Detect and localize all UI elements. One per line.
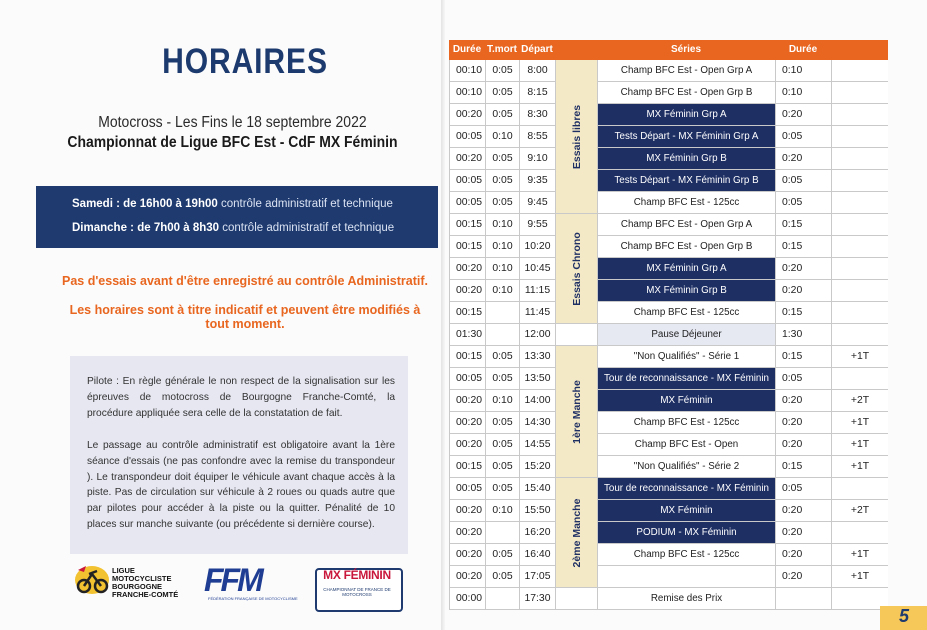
- section-label-text: Essais Chrono: [570, 231, 583, 306]
- table-cell-extra: [831, 324, 888, 346]
- event-subtitle: Motocross - Les Fins le 18 septembre 2022: [98, 114, 367, 131]
- table-cell-tmort: 0:05: [485, 82, 519, 104]
- section-label: [555, 214, 597, 324]
- table-cell-duree: 00:05: [449, 478, 485, 500]
- mx-logo-title: MX FÉMININ: [323, 568, 391, 582]
- table-cell-depart: 16:40: [519, 544, 555, 566]
- table-cell-duree: 00:15: [449, 302, 485, 324]
- table-cell-empty: [555, 324, 597, 346]
- table-cell-serie: MX Féminin Grp B: [597, 280, 775, 302]
- table-cell-serie: Tests Départ - MX Féminin Grp A: [597, 126, 775, 148]
- header-cell: [831, 40, 888, 60]
- table-cell-depart: 14:55: [519, 434, 555, 456]
- table-cell-duree2: 0:05: [775, 368, 831, 390]
- table-cell-tmort: 0:05: [485, 192, 519, 214]
- table-cell-duree: 00:20: [449, 412, 485, 434]
- table-cell-serie: Champ BFC Est - Open Grp B: [597, 82, 775, 104]
- table-cell-extra: +2T: [831, 500, 888, 522]
- header-cell: Départ: [519, 40, 555, 60]
- table-cell-serie: Champ BFC Est - 125cc: [597, 302, 775, 324]
- table-cell-depart: 15:40: [519, 478, 555, 500]
- table-cell-depart: 15:20: [519, 456, 555, 478]
- table-cell-depart: 13:30: [519, 346, 555, 368]
- table-cell-serie: MX Féminin Grp A: [597, 104, 775, 126]
- dimanche-label: Dimanche :: [72, 222, 134, 234]
- table-cell-extra: [831, 82, 888, 104]
- table-cell-tmort: [485, 302, 519, 324]
- table-cell-extra: +1T: [831, 346, 888, 368]
- table-cell-depart: 9:45: [519, 192, 555, 214]
- table-cell-extra: [831, 236, 888, 258]
- table-cell-duree: 00:05: [449, 192, 485, 214]
- table-cell-tmort: 0:05: [485, 170, 519, 192]
- championship-subtitle: Championnat de Ligue BFC Est - CdF MX Féminin: [67, 134, 398, 151]
- table-cell-serie: Champ BFC Est - Open Grp A: [597, 214, 775, 236]
- table-cell-serie: Champ BFC Est - 125cc: [597, 544, 775, 566]
- table-cell-duree2: [775, 588, 831, 610]
- table-cell-duree2: 0:20: [775, 258, 831, 280]
- table-cell-depart: 8:15: [519, 82, 555, 104]
- page-title: HORAIRES: [162, 42, 328, 81]
- table-cell-tmort: 0:10: [485, 500, 519, 522]
- header-cell: Durée: [775, 40, 831, 60]
- table-cell-serie: Tour de reconnaissance - MX Féminin: [597, 368, 775, 390]
- table-cell-duree2: 0:20: [775, 412, 831, 434]
- table-cell-duree2: 0:05: [775, 192, 831, 214]
- table-cell-serie: "Non Qualifiés" - Série 2: [597, 456, 775, 478]
- table-cell-tmort: 0:10: [485, 214, 519, 236]
- table-cell-duree: 00:20: [449, 544, 485, 566]
- table-cell-extra: +1T: [831, 434, 888, 456]
- table-cell-duree2: 1:30: [775, 324, 831, 346]
- table-cell-tmort: 0:05: [485, 456, 519, 478]
- table-cell-duree2: 0:20: [775, 500, 831, 522]
- table-cell-duree: 00:20: [449, 566, 485, 588]
- table-cell-extra: +1T: [831, 412, 888, 434]
- section-label: [555, 346, 597, 478]
- table-cell-tmort: 0:05: [485, 60, 519, 82]
- ffm-logo: [204, 562, 298, 612]
- page-fold: [441, 0, 445, 630]
- table-cell-tmort: [485, 522, 519, 544]
- table-cell-duree2: 0:20: [775, 522, 831, 544]
- table-cell-duree2: 0:05: [775, 170, 831, 192]
- table-cell-duree2: 0:10: [775, 60, 831, 82]
- table-cell-duree: 00:15: [449, 346, 485, 368]
- section-label-text: 2ème Manche: [570, 498, 583, 567]
- ffm-logo-text: FFM: [204, 562, 261, 598]
- warning-indicative: Les horaires sont à titre indicatif et peuvent être modifiés à tout moment.: [69, 303, 421, 331]
- table-cell-tmort: 0:05: [485, 412, 519, 434]
- table-cell-tmort: 0:10: [485, 280, 519, 302]
- header-cell: Séries: [597, 40, 775, 60]
- table-cell-duree2: 0:20: [775, 104, 831, 126]
- table-cell-tmort: 0:05: [485, 566, 519, 588]
- table-cell-depart: 8:30: [519, 104, 555, 126]
- table-cell-tmort: 0:05: [485, 478, 519, 500]
- dimanche-row: [72, 222, 394, 234]
- table-cell-duree: 00:20: [449, 148, 485, 170]
- table-cell-extra: [831, 368, 888, 390]
- table-cell-extra: [831, 60, 888, 82]
- table-cell-duree2: 0:05: [775, 126, 831, 148]
- dimanche-desc: contrôle administratif et technique: [222, 222, 395, 234]
- admin-schedule-box: [36, 186, 438, 248]
- table-cell-depart: 8:55: [519, 126, 555, 148]
- samedi-row: [72, 198, 393, 210]
- admin-control-text: Le passage au contrôle administratif est obligatoire avant la 1ère séance d'essais (ne pas confondre avec la remise du transpondeur ). Le transpondeur doit équiper le véhicule avant chaque accès à la piste. Pas de circulation sur véhicule à 2 roues ou quads autre que par pilotes pour accéder à la piste ou la quitter. Pénalité de 10 places sur manche suivante (ou précédente si dernière course).: [87, 440, 395, 530]
- table-cell-serie: [597, 566, 775, 588]
- table-cell-depart: 14:00: [519, 390, 555, 412]
- table-cell-duree2: 0:20: [775, 434, 831, 456]
- table-cell-extra: [831, 148, 888, 170]
- samedi-desc: contrôle administratif et technique: [220, 198, 393, 210]
- table-cell-serie: Champ BFC Est - 125cc: [597, 412, 775, 434]
- samedi-label: Samedi :: [72, 198, 120, 210]
- table-cell-duree2: 0:20: [775, 148, 831, 170]
- table-cell-duree: 00:20: [449, 390, 485, 412]
- table-cell-serie: Tour de reconnaissance - MX Féminin: [597, 478, 775, 500]
- table-cell-serie: MX Féminin Grp B: [597, 148, 775, 170]
- table-cell-duree2: 0:20: [775, 566, 831, 588]
- table-cell-extra: [831, 170, 888, 192]
- table-cell-depart: 10:20: [519, 236, 555, 258]
- table-cell-extra: +1T: [831, 544, 888, 566]
- table-cell-tmort: 0:05: [485, 434, 519, 456]
- table-cell-serie: "Non Qualifiés" - Série 1: [597, 346, 775, 368]
- left-page: [0, 0, 440, 630]
- pilot-info-box: [70, 356, 408, 554]
- page-number-tab: [880, 606, 927, 630]
- table-cell-duree: 00:00: [449, 588, 485, 610]
- table-cell-depart: 16:20: [519, 522, 555, 544]
- table-cell-extra: [831, 478, 888, 500]
- table-cell-depart: 11:15: [519, 280, 555, 302]
- pilot-rule-text: Pilote : En règle générale le non respect de la signalisation sur les épreuves de motocross de Bourgogne Franche-Comté, la procédure appliquée sera celle de la constatation de fait.: [87, 376, 395, 419]
- table-cell-serie: Remise des Prix: [597, 588, 775, 610]
- table-cell-duree2: 0:15: [775, 302, 831, 324]
- table-cell-tmort: 0:05: [485, 104, 519, 126]
- table-cell-serie: PODIUM - MX Féminin: [597, 522, 775, 544]
- table-cell-serie: Champ BFC Est - Open: [597, 434, 775, 456]
- table-cell-duree: 00:20: [449, 434, 485, 456]
- table-cell-duree: 00:20: [449, 280, 485, 302]
- page-number: 5: [898, 606, 909, 626]
- section-label-text: 1ère Manche: [570, 379, 583, 444]
- table-cell-depart: 11:45: [519, 302, 555, 324]
- ligue-logo-text: LIGUE MOTOCYCLISTE BOURGOGNE FRANCHE-COMTÉ: [112, 566, 179, 599]
- table-cell-depart: 15:50: [519, 500, 555, 522]
- table-cell-empty: [555, 588, 597, 610]
- table-cell-depart: 8:00: [519, 60, 555, 82]
- table-cell-duree: 00:15: [449, 214, 485, 236]
- samedi-time: de 16h00 à 19h00: [123, 198, 218, 210]
- table-cell-serie: Champ BFC Est - 125cc: [597, 192, 775, 214]
- table-cell-serie: Tests Départ - MX Féminin Grp B: [597, 170, 775, 192]
- table-cell-depart: 12:00: [519, 324, 555, 346]
- table-cell-extra: [831, 258, 888, 280]
- table-cell-extra: +2T: [831, 390, 888, 412]
- table-cell-serie: Champ BFC Est - Open Grp B: [597, 236, 775, 258]
- mx-feminin-logo: [315, 562, 403, 612]
- table-cell-depart: 10:45: [519, 258, 555, 280]
- table-cell-extra: [831, 104, 888, 126]
- table-cell-serie: Champ BFC Est - Open Grp A: [597, 60, 775, 82]
- table-cell-depart: 14:30: [519, 412, 555, 434]
- table-cell-tmort: 0:10: [485, 390, 519, 412]
- table-cell-depart: 17:05: [519, 566, 555, 588]
- section-label: [555, 60, 597, 214]
- table-cell-serie: MX Féminin: [597, 390, 775, 412]
- table-cell-duree: 00:10: [449, 82, 485, 104]
- table-cell-duree2: 0:05: [775, 478, 831, 500]
- header-cell: T.mort: [485, 40, 519, 60]
- table-cell-tmort: [485, 588, 519, 610]
- table-cell-duree2: 0:20: [775, 390, 831, 412]
- table-cell-extra: +1T: [831, 456, 888, 478]
- table-cell-duree: 00:05: [449, 126, 485, 148]
- table-cell-extra: [831, 214, 888, 236]
- table-cell-depart: 9:10: [519, 148, 555, 170]
- table-cell-serie: MX Féminin: [597, 500, 775, 522]
- warning-admin: Pas d'essais avant d'être enregistré au contrôle Administratif.: [61, 274, 429, 288]
- table-cell-duree: 00:10: [449, 60, 485, 82]
- ligue-logo: [72, 562, 192, 612]
- table-cell-serie: Pause Déjeuner: [597, 324, 775, 346]
- table-cell-tmort: 0:10: [485, 258, 519, 280]
- ffm-logo-subtext: FÉDÉRATION FRANÇAISE DE MOTOCYCLISME: [208, 596, 298, 601]
- table-cell-tmort: 0:05: [485, 544, 519, 566]
- table-cell-depart: 13:50: [519, 368, 555, 390]
- table-cell-depart: 17:30: [519, 588, 555, 610]
- table-cell-tmort: 0:05: [485, 148, 519, 170]
- dimanche-time: de 7h00 à 8h30: [137, 222, 220, 234]
- header-cell: [555, 40, 597, 60]
- table-cell-extra: +1T: [831, 566, 888, 588]
- table-cell-duree2: 0:15: [775, 214, 831, 236]
- table-cell-tmort: 0:05: [485, 346, 519, 368]
- table-cell-duree: 00:20: [449, 258, 485, 280]
- table-cell-serie: MX Féminin Grp A: [597, 258, 775, 280]
- table-cell-duree: 00:15: [449, 456, 485, 478]
- table-cell-tmort: [485, 324, 519, 346]
- section-label: [555, 478, 597, 588]
- table-cell-duree: 00:15: [449, 236, 485, 258]
- table-cell-tmort: 0:10: [485, 126, 519, 148]
- mx-logo-subtitle: CHAMPIONNAT DE FRANCE DE MOTOCROSS: [323, 587, 391, 597]
- table-cell-extra: [831, 302, 888, 324]
- table-cell-extra: [831, 192, 888, 214]
- table-cell-duree: 00:20: [449, 104, 485, 126]
- table-cell-extra: [831, 522, 888, 544]
- table-cell-duree2: 0:20: [775, 280, 831, 302]
- header-cell: Durée: [449, 40, 485, 60]
- table-cell-extra: [831, 280, 888, 302]
- table-cell-duree: 00:05: [449, 170, 485, 192]
- table-cell-tmort: 0:05: [485, 368, 519, 390]
- table-cell-duree: 00:20: [449, 522, 485, 544]
- table-cell-duree2: 0:20: [775, 544, 831, 566]
- table-cell-duree: 00:20: [449, 500, 485, 522]
- section-label-text: Essais libres: [570, 104, 583, 169]
- table-cell-tmort: 0:10: [485, 236, 519, 258]
- table-cell-duree2: 0:15: [775, 456, 831, 478]
- ligue-emblem-icon: [72, 562, 112, 598]
- table-cell-depart: 9:55: [519, 214, 555, 236]
- table-cell-duree: 01:30: [449, 324, 485, 346]
- table-cell-depart: 9:35: [519, 170, 555, 192]
- table-cell-extra: [831, 126, 888, 148]
- table-cell-duree2: 0:15: [775, 236, 831, 258]
- table-cell-duree: 00:05: [449, 368, 485, 390]
- table-cell-duree2: 0:15: [775, 346, 831, 368]
- table-cell-duree2: 0:10: [775, 82, 831, 104]
